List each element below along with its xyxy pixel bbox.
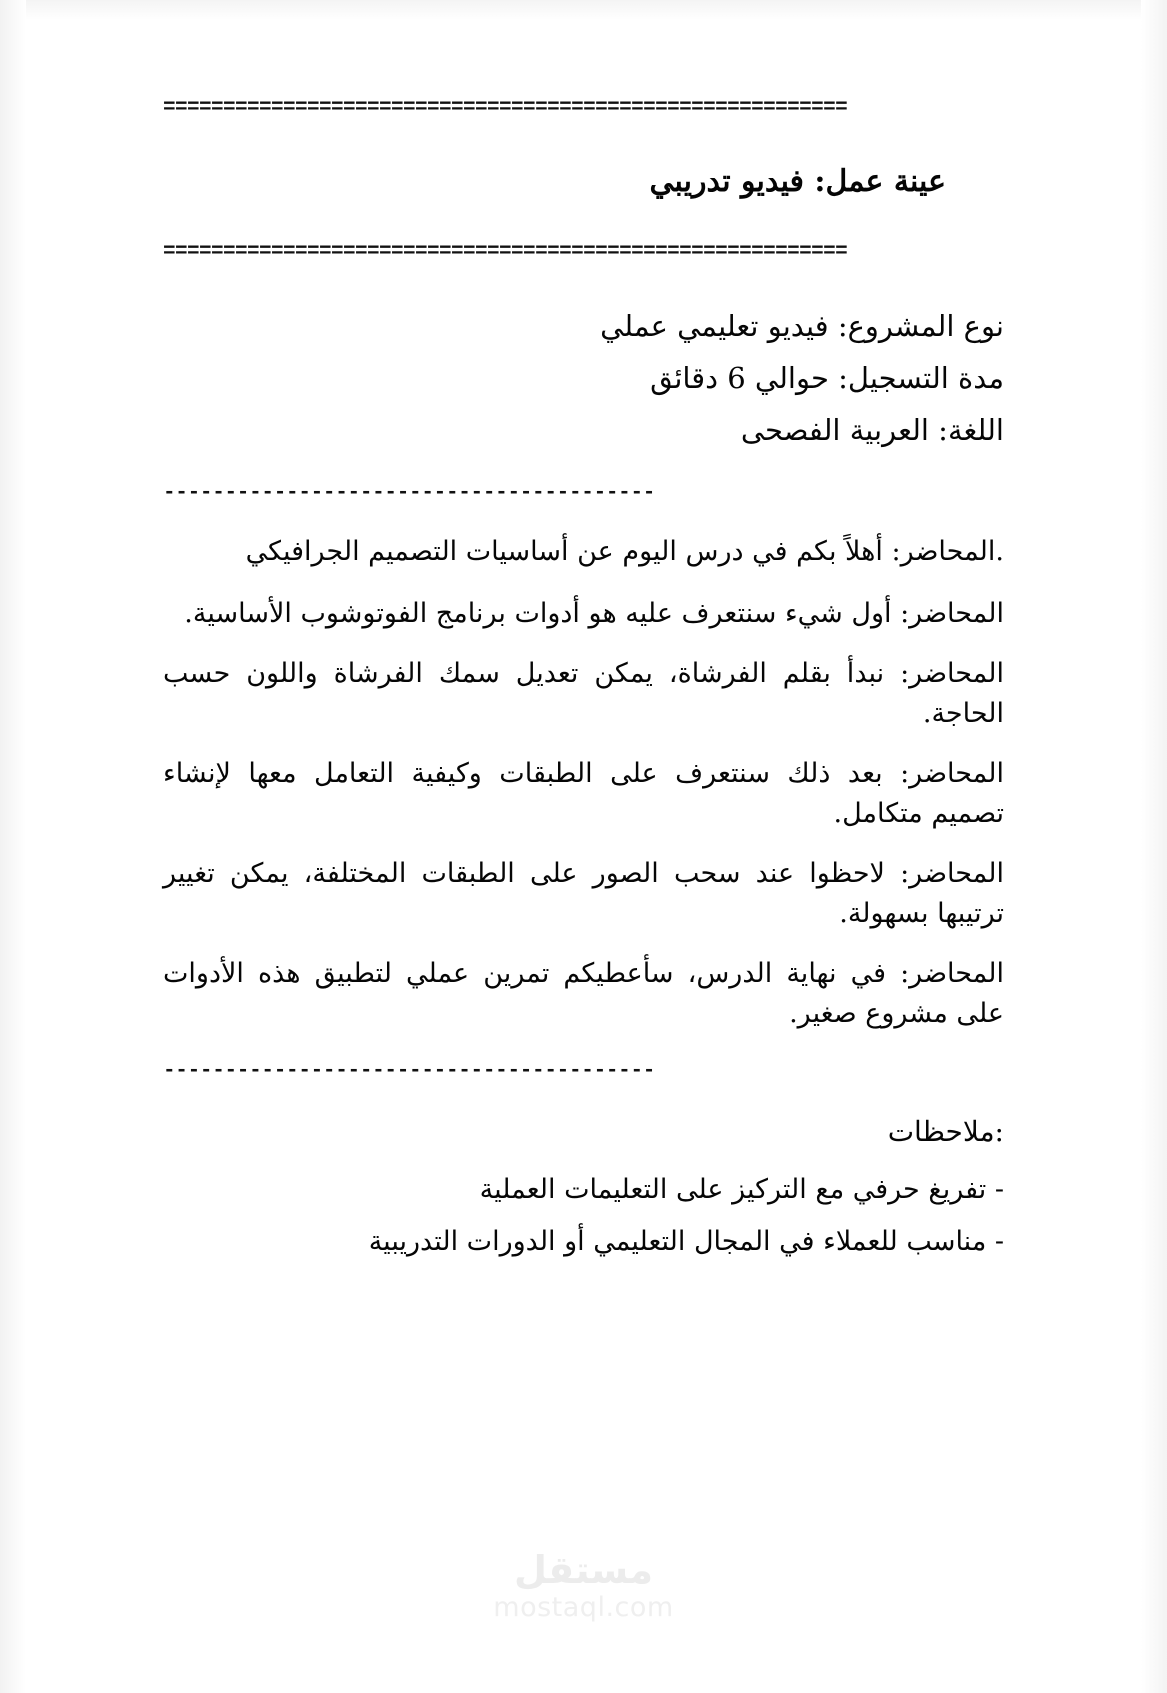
separator-equals-under-title: ========================================================= — [163, 241, 848, 264]
meta-language: اللغة: العربية الفصحى — [740, 413, 1004, 447]
document-content — [163, 96, 1004, 1272]
transcript-line: المحاضر: لاحظوا عند سحب الصور على الطبقات المختلفة، يمكن تغيير ترتيبها بسهولة. — [163, 858, 1004, 929]
transcript-line: المحاضر: بعد ذلك سنتعرف على الطبقات وكيفية التعامل معها لإنشاء تصميم متكامل. — [163, 758, 1004, 829]
notes-heading: :ملاحظات — [887, 1115, 1004, 1148]
project-metadata — [163, 300, 1004, 456]
page-edge-shading-left — [0, 0, 26, 1693]
transcript-line: المحاضر: أول شيء سنتعرف عليه هو أدوات برنامج الفوتوشوب الأساسية. — [184, 598, 1004, 629]
watermark — [0, 1548, 1167, 1624]
page-title: عينة عمل: فيديو تدريبي — [649, 164, 946, 199]
meta-project-type: نوع المشروع: فيديو تعليمي عملي — [600, 309, 1004, 343]
page-edge-shading-right — [1141, 0, 1167, 1693]
meta-recording-duration: مدة التسجيل: حوالي 6 دقائق — [650, 361, 1004, 395]
transcript-line: المحاضر: في نهاية الدرس، سأعطيكم تمرين عملي لتطبيق هذه الأدوات على مشروع صغير. — [163, 958, 1004, 1029]
transcript-line: .المحاضر: أهلاً بكم في درس اليوم عن أساسيات التصميم الجرافيكي — [245, 536, 1004, 567]
watermark-brand-mark: مستقل — [514, 1548, 653, 1592]
watermark-domain: mostaql.com — [493, 1592, 674, 1623]
note-list-item: - تفريغ حرفي مع التركيز على التعليمات العملية — [479, 1174, 1004, 1205]
transcript-line: المحاضر: نبدأ بقلم الفرشاة، يمكن تعديل سمك الفرشاة واللون حسب الحاجة. — [163, 658, 1004, 729]
page-edge-shading-top — [0, 0, 1167, 20]
note-list-item: - مناسب للعملاء في المجال التعليمي أو الدورات التدريبية — [368, 1226, 1004, 1257]
separator-dashes-before-notes: ---------------------------------------- — [163, 1060, 656, 1083]
transcript-section — [163, 532, 1004, 1034]
notes-section — [163, 1110, 1004, 1264]
separator-equals-top: ========================================================= — [163, 97, 848, 120]
separator-dashes-before-transcript: ---------------------------------------- — [163, 482, 656, 505]
